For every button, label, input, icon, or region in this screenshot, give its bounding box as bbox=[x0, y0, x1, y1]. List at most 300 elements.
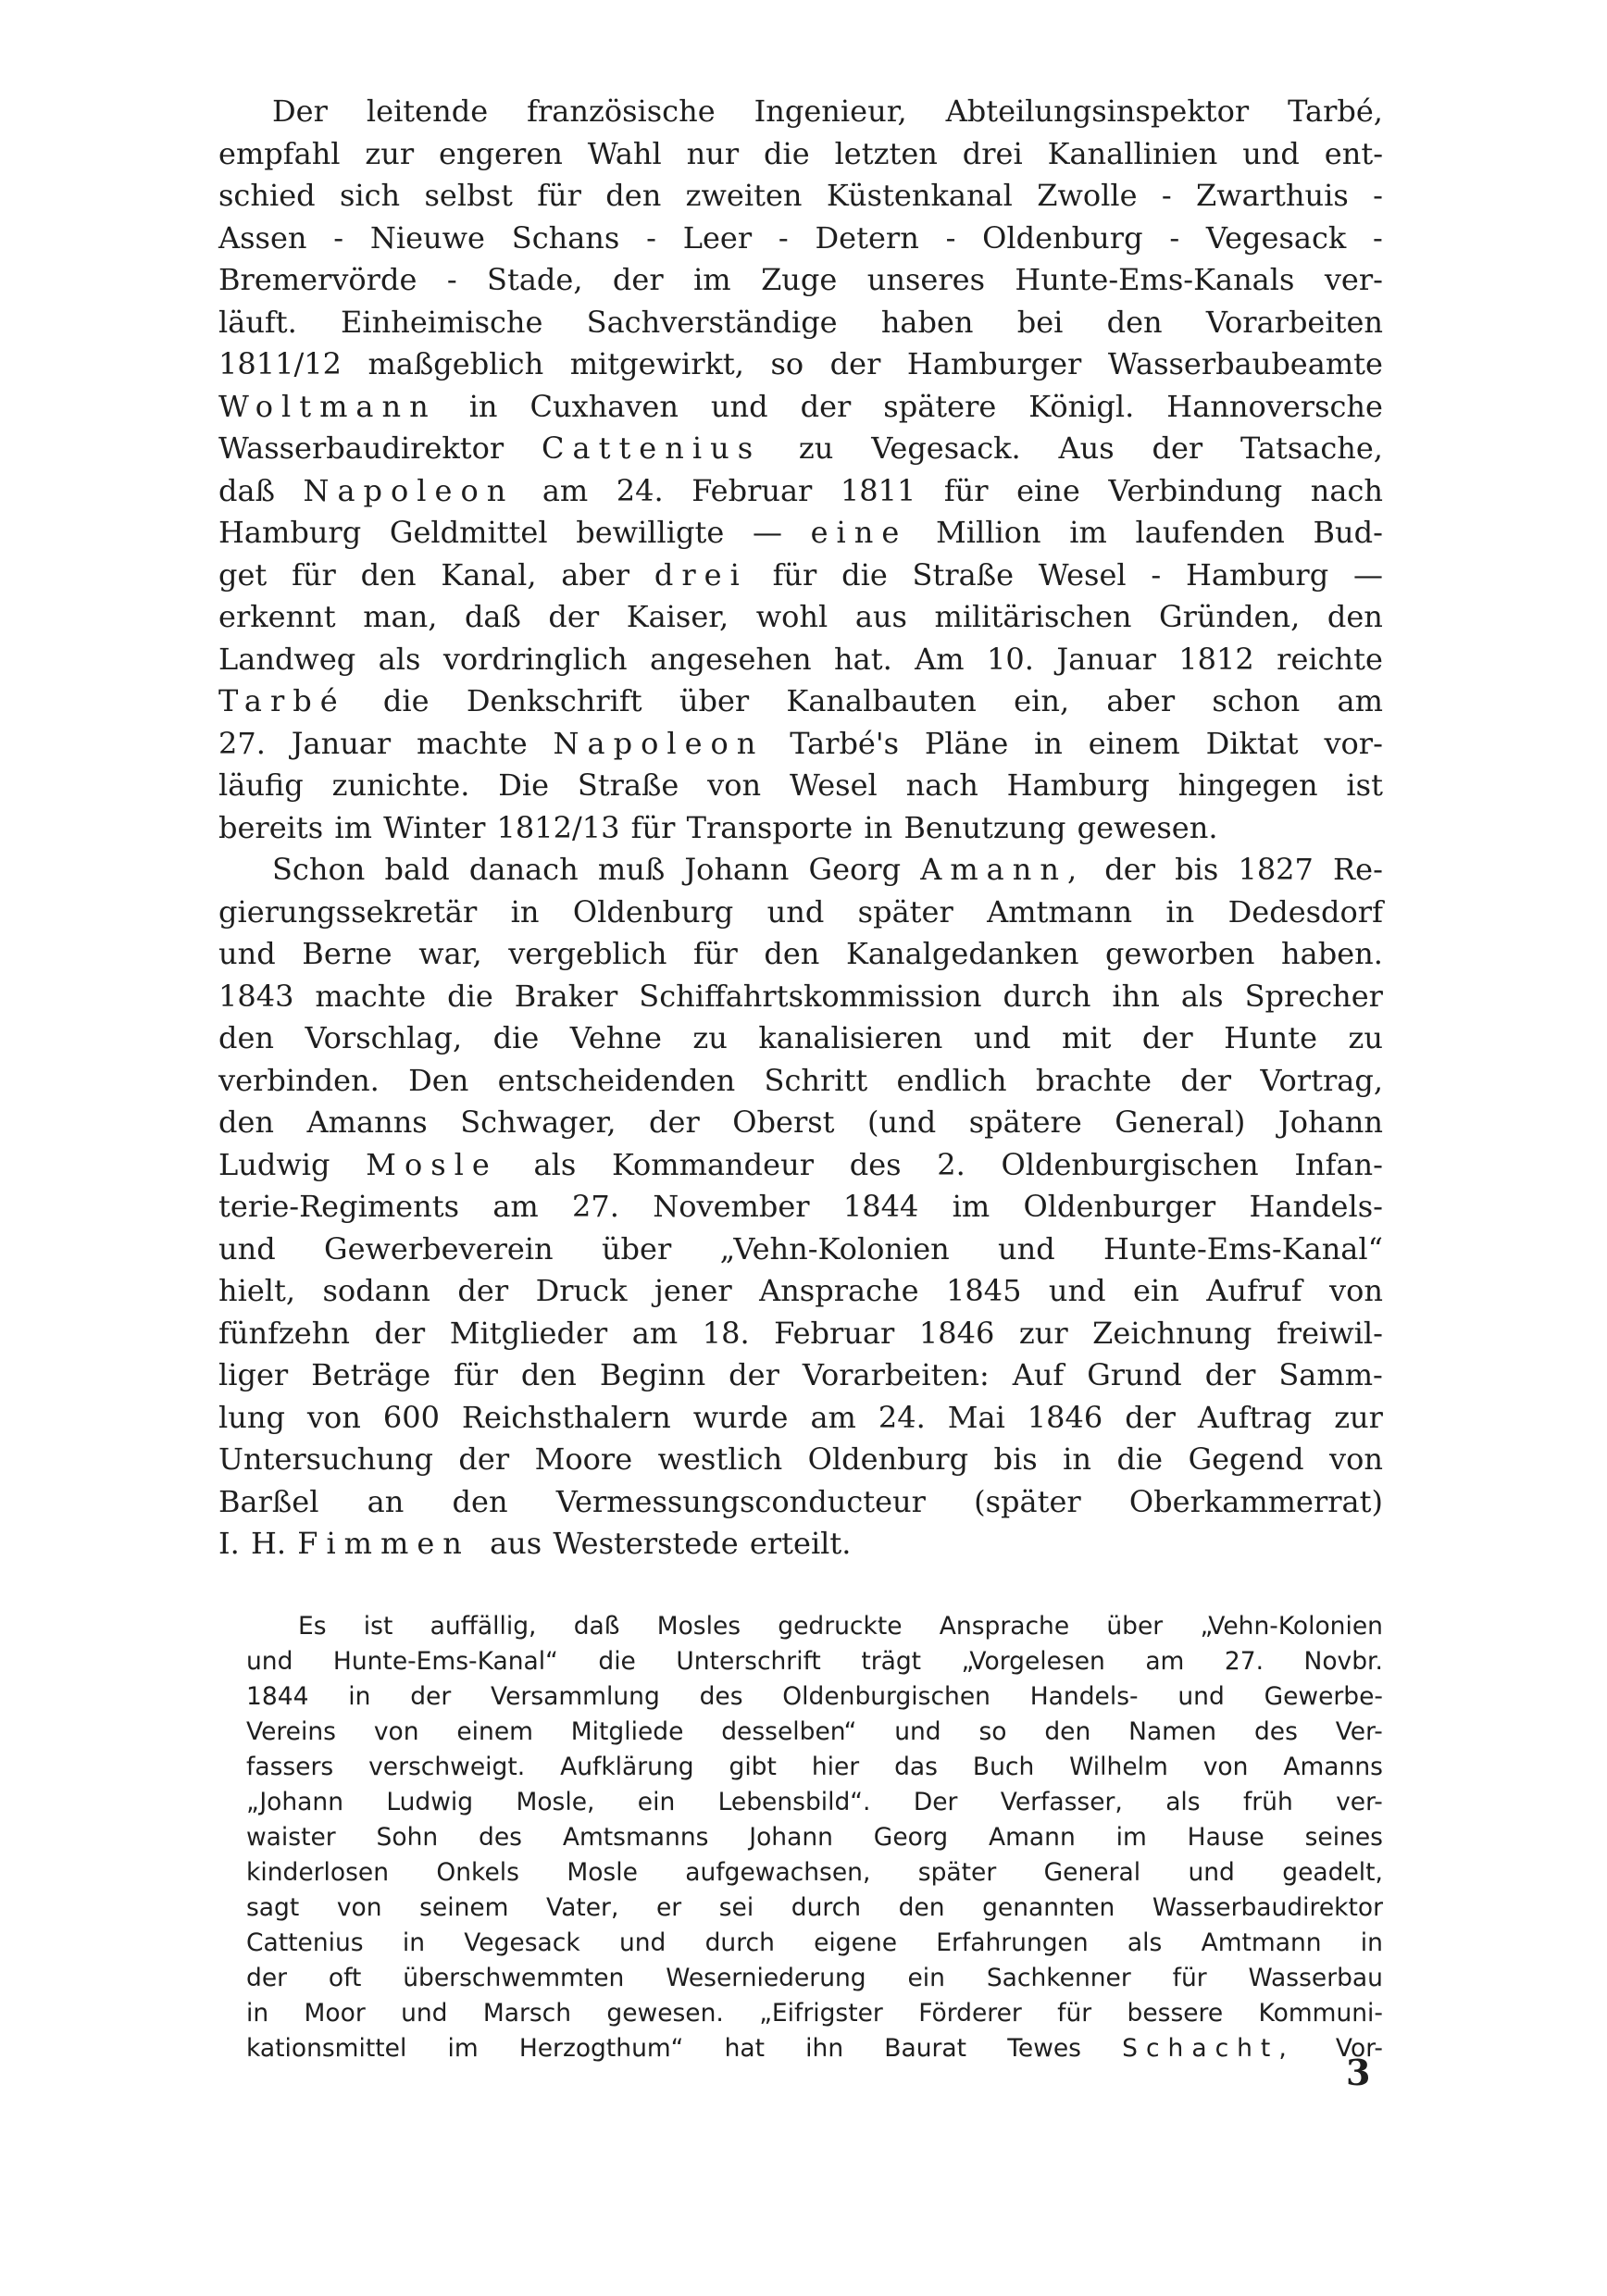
word: Baurat bbox=[884, 2034, 967, 2063]
text-line bbox=[218, 386, 1383, 429]
word: 600 bbox=[382, 1399, 440, 1435]
text-line bbox=[218, 596, 1383, 639]
word: über bbox=[679, 683, 750, 718]
word: ein bbox=[1133, 1273, 1179, 1308]
word: machte bbox=[416, 725, 528, 761]
word: der bbox=[410, 1682, 452, 1711]
word: französische bbox=[527, 94, 716, 129]
word: Amtmann bbox=[987, 893, 1133, 930]
word: „Johann bbox=[246, 1788, 343, 1816]
word: der bbox=[548, 599, 600, 634]
word: Am bbox=[915, 641, 965, 677]
word: und bbox=[1242, 135, 1300, 171]
word: der bbox=[800, 388, 852, 424]
word: die bbox=[1116, 1441, 1164, 1477]
text-line bbox=[218, 849, 1383, 892]
word: für bbox=[772, 556, 817, 593]
word: Der bbox=[272, 94, 328, 129]
word: Hunte-Ems-Kanal“ bbox=[1103, 1230, 1383, 1267]
word: am bbox=[492, 1189, 539, 1224]
word: 1812 bbox=[1178, 641, 1254, 677]
note-line bbox=[246, 1785, 1383, 1820]
word: Gegend bbox=[1188, 1441, 1304, 1477]
word: durch bbox=[704, 1928, 775, 1957]
word: Auf bbox=[1012, 1357, 1065, 1392]
word: Gewerbe- bbox=[1264, 1682, 1383, 1711]
text-line bbox=[218, 639, 1383, 681]
word: Mitglieder bbox=[449, 1315, 608, 1351]
word: am bbox=[542, 472, 589, 508]
text-line bbox=[218, 428, 1383, 470]
word: Million bbox=[936, 515, 1041, 550]
word: den bbox=[898, 1893, 945, 1922]
word: 1844 bbox=[246, 1682, 309, 1711]
word: Abteilungsinspektor bbox=[945, 94, 1250, 129]
word: Unterschrift bbox=[676, 1647, 821, 1676]
word: haben. bbox=[1281, 936, 1383, 971]
word: aus bbox=[854, 599, 907, 634]
word: Schon bbox=[272, 852, 366, 887]
word: den bbox=[605, 178, 662, 213]
word: Johann bbox=[1277, 1104, 1383, 1140]
text-line bbox=[218, 680, 1383, 723]
word: in bbox=[246, 1999, 269, 2028]
word: Dedesdorf bbox=[1227, 893, 1383, 930]
word: spätere bbox=[883, 388, 997, 424]
word: einem bbox=[1088, 725, 1180, 761]
word: eine bbox=[1016, 472, 1080, 508]
page-number: 3 bbox=[1346, 2052, 1371, 2093]
word: bereits bbox=[218, 809, 335, 845]
word: zur bbox=[1018, 1315, 1068, 1351]
text-line bbox=[218, 892, 1383, 934]
word: Auftrag bbox=[1197, 1399, 1313, 1435]
word: der bbox=[1152, 430, 1203, 466]
word: in bbox=[864, 809, 904, 845]
word: Amanns bbox=[306, 1104, 428, 1140]
note-line bbox=[246, 1961, 1383, 1996]
word: 27. bbox=[218, 725, 266, 761]
word: Buch bbox=[972, 1753, 1035, 1781]
word: ver- bbox=[1324, 262, 1383, 297]
text-line bbox=[218, 1144, 1383, 1187]
word: der bbox=[1204, 1357, 1256, 1392]
word: im bbox=[1069, 515, 1107, 550]
word: Druck bbox=[535, 1273, 628, 1308]
word: bald bbox=[384, 852, 450, 887]
word: angesehen bbox=[649, 641, 812, 677]
note-line bbox=[246, 1855, 1383, 1890]
word: von bbox=[1329, 1441, 1383, 1477]
word: Schritt bbox=[764, 1062, 868, 1098]
word: für bbox=[537, 178, 581, 213]
word: H. bbox=[250, 1526, 298, 1561]
word: kationsmittel bbox=[246, 2034, 407, 2063]
word: Hamburg bbox=[218, 515, 362, 550]
word: der bbox=[829, 346, 881, 381]
word: haben bbox=[880, 304, 974, 340]
word: als bbox=[533, 1146, 577, 1182]
word: Zeichnung bbox=[1092, 1315, 1252, 1351]
word: Versammlung bbox=[491, 1682, 660, 1711]
word: ihn bbox=[1112, 978, 1160, 1014]
word: spätere bbox=[968, 1104, 1082, 1140]
word: den bbox=[1327, 599, 1383, 634]
text-line bbox=[218, 1439, 1383, 1481]
word: Zuge bbox=[761, 262, 838, 297]
word: war, bbox=[418, 936, 482, 971]
word: 27. bbox=[572, 1189, 619, 1224]
word: auffällig, bbox=[430, 1612, 537, 1641]
note-line bbox=[246, 1820, 1383, 1855]
word: Ansprache bbox=[759, 1273, 919, 1308]
word: und bbox=[246, 1647, 293, 1676]
word: nach bbox=[905, 767, 978, 803]
word: Tarbé's bbox=[790, 725, 900, 761]
word: Ludwig bbox=[218, 1146, 330, 1182]
word: für bbox=[693, 936, 738, 971]
word: Wasserbaubeamte bbox=[1107, 346, 1383, 381]
word: geadelt, bbox=[1282, 1858, 1383, 1887]
word: im bbox=[1115, 1823, 1147, 1852]
word: bewilligte bbox=[576, 515, 725, 550]
word: drei bbox=[962, 135, 1023, 171]
word: für bbox=[454, 1357, 498, 1392]
word: Erfahrungen bbox=[936, 1928, 1089, 1957]
word: verbinden. bbox=[218, 1062, 380, 1098]
word: terie-Regiments bbox=[218, 1189, 459, 1224]
word: Tarbé bbox=[218, 683, 346, 718]
word: im bbox=[447, 2034, 479, 2063]
word: mit bbox=[1062, 1020, 1112, 1055]
word: Moore bbox=[534, 1441, 633, 1477]
word: militärischen bbox=[934, 599, 1132, 634]
word: einem bbox=[456, 1717, 533, 1746]
word: Kommuni- bbox=[1258, 1999, 1383, 2028]
word: Der bbox=[913, 1788, 958, 1816]
word: Einheimische bbox=[341, 304, 543, 340]
word: den bbox=[520, 1357, 577, 1392]
word: und bbox=[710, 388, 768, 424]
word: Wahl bbox=[587, 135, 662, 171]
word: als bbox=[1165, 1788, 1201, 1816]
text-line bbox=[218, 1270, 1383, 1313]
word: der bbox=[457, 1273, 509, 1308]
word: — bbox=[1352, 556, 1383, 593]
note-line bbox=[246, 2031, 1383, 2066]
word: für bbox=[943, 472, 989, 508]
word: Oldenburgischen bbox=[1001, 1146, 1259, 1182]
word: am bbox=[1145, 1647, 1185, 1676]
word: er bbox=[655, 1893, 682, 1922]
text-line bbox=[218, 1060, 1383, 1103]
word: in bbox=[1034, 725, 1063, 761]
word: des bbox=[849, 1146, 902, 1182]
word: Januar bbox=[1056, 641, 1156, 677]
word: Ludwig bbox=[386, 1788, 474, 1816]
word: Vehne bbox=[569, 1020, 662, 1055]
word: und bbox=[618, 1928, 666, 1957]
word: Februar bbox=[691, 472, 813, 508]
text-line bbox=[218, 976, 1383, 1018]
word: Schwager, bbox=[460, 1104, 617, 1140]
word: desselben“ bbox=[721, 1717, 857, 1746]
word: daß bbox=[464, 599, 521, 634]
word: nach bbox=[1310, 472, 1383, 508]
word: in bbox=[1360, 1928, 1383, 1957]
word: und bbox=[1188, 1858, 1235, 1887]
note-line bbox=[246, 1750, 1383, 1785]
word: Wasserbau bbox=[1248, 1964, 1383, 1992]
word: Oberst bbox=[732, 1104, 835, 1140]
word: Georg bbox=[808, 852, 902, 887]
text-line bbox=[218, 1102, 1383, 1144]
word: (und bbox=[867, 1104, 937, 1140]
word: Hamburg bbox=[1006, 767, 1150, 803]
word: reichte bbox=[1277, 641, 1383, 677]
text-line bbox=[218, 343, 1383, 386]
word: Mosle, bbox=[516, 1788, 595, 1816]
word: lung bbox=[218, 1399, 285, 1435]
word: Vermessungsconducteur bbox=[555, 1483, 926, 1519]
word: Hamburg bbox=[1185, 556, 1329, 593]
word: Detern bbox=[815, 219, 919, 256]
word: Ingenieur, bbox=[754, 94, 907, 129]
word: Herzogthum“ bbox=[518, 2034, 684, 2063]
word: Lebensbild“. bbox=[717, 1788, 871, 1816]
word: wurde bbox=[692, 1399, 789, 1435]
word: Januar bbox=[291, 725, 392, 761]
word: Sachverständige bbox=[586, 304, 838, 340]
word: Handels- bbox=[1249, 1189, 1383, 1224]
word: Leer bbox=[682, 219, 753, 256]
word: „Eifrigster bbox=[759, 1999, 883, 2028]
main-text bbox=[218, 91, 1383, 1566]
word: endlich bbox=[896, 1062, 1007, 1098]
word: von bbox=[1202, 1753, 1249, 1781]
word: bis bbox=[993, 1441, 1038, 1477]
word: und bbox=[1177, 1682, 1225, 1711]
word: Sprecher bbox=[1244, 978, 1383, 1014]
word: ist bbox=[1346, 767, 1383, 803]
word: gedruckte bbox=[778, 1612, 903, 1641]
text-line bbox=[218, 512, 1383, 555]
word: hielt, bbox=[218, 1273, 296, 1308]
word: 1812/13 bbox=[496, 809, 631, 845]
word: im bbox=[334, 809, 384, 845]
word: erteilt. bbox=[749, 1526, 852, 1561]
word: Amtmann bbox=[1201, 1928, 1322, 1957]
word: den bbox=[218, 1104, 275, 1140]
word: als bbox=[1127, 1928, 1163, 1957]
word: waister bbox=[246, 1823, 336, 1852]
word: Pläne bbox=[924, 725, 1009, 761]
word: 27. bbox=[1224, 1647, 1264, 1676]
word: und bbox=[766, 893, 825, 930]
word: 1845 bbox=[946, 1273, 1022, 1308]
word: verschweigt. bbox=[368, 1753, 526, 1781]
word: den bbox=[1044, 1717, 1091, 1746]
word: bei bbox=[1016, 304, 1064, 340]
word: Es bbox=[298, 1612, 327, 1641]
word: 24. bbox=[616, 472, 664, 508]
word: maßgeblich bbox=[367, 346, 544, 381]
word: über bbox=[1106, 1612, 1164, 1641]
word: Wasserbaudirektor bbox=[218, 430, 505, 466]
word: vordringlich bbox=[442, 641, 628, 677]
word: - bbox=[945, 219, 956, 256]
word: empfahl bbox=[218, 135, 341, 171]
word: Schiffahrtskommission bbox=[639, 978, 982, 1014]
text-line bbox=[218, 175, 1383, 218]
note-line bbox=[246, 1926, 1383, 1961]
word: man, bbox=[363, 599, 438, 634]
word: Napoleon bbox=[303, 472, 515, 508]
note-line bbox=[246, 1644, 1383, 1679]
text-line bbox=[218, 1397, 1383, 1440]
note-line bbox=[246, 1890, 1383, 1926]
word: und bbox=[218, 1230, 276, 1267]
footnote bbox=[246, 1609, 1383, 2066]
word: Hunte-Ems-Kanals bbox=[1015, 262, 1295, 297]
word: Hunte bbox=[1224, 1020, 1317, 1055]
word: Marsch bbox=[482, 1999, 572, 2028]
word: 1846 bbox=[918, 1315, 995, 1351]
word: kanalisieren bbox=[758, 1020, 943, 1055]
word: später bbox=[917, 1858, 997, 1887]
word: Vorarbeiten bbox=[1205, 304, 1383, 340]
word: Amann bbox=[988, 1823, 1076, 1852]
word: hat bbox=[724, 2034, 766, 2063]
word: Mosles bbox=[656, 1612, 741, 1641]
word: Mai bbox=[947, 1399, 1005, 1435]
word: muß bbox=[597, 852, 666, 887]
word: Geldmittel bbox=[389, 515, 548, 550]
word: Samm- bbox=[1278, 1357, 1383, 1392]
word: die bbox=[764, 135, 810, 171]
word: das bbox=[894, 1753, 938, 1781]
word: zu bbox=[798, 430, 834, 466]
word: und bbox=[1048, 1273, 1106, 1308]
word: - bbox=[1169, 219, 1180, 256]
word: Tatsache, bbox=[1240, 430, 1383, 466]
word: Tarbé, bbox=[1288, 94, 1383, 129]
word: vor- bbox=[1324, 725, 1383, 761]
word: Oberkammerrat) bbox=[1128, 1483, 1383, 1519]
word: im bbox=[952, 1189, 990, 1224]
word: brachte bbox=[1035, 1062, 1152, 1098]
word: 2. bbox=[937, 1146, 965, 1182]
word: Johann bbox=[684, 852, 790, 887]
word: sodann bbox=[322, 1273, 430, 1308]
word: Oldenburg bbox=[572, 893, 734, 930]
word: in bbox=[468, 388, 498, 424]
word: Infan- bbox=[1294, 1146, 1383, 1182]
word: I. bbox=[218, 1526, 251, 1561]
text-line bbox=[218, 133, 1383, 176]
word: Amanns bbox=[1283, 1753, 1383, 1781]
word: Vorschlag, bbox=[305, 1020, 463, 1055]
word: Vegesack. bbox=[871, 430, 1021, 466]
note-line bbox=[246, 1609, 1383, 1644]
word: gibt bbox=[729, 1753, 777, 1781]
word: fassers bbox=[246, 1753, 334, 1781]
word: Stade, bbox=[487, 262, 583, 297]
word: Zwolle bbox=[1037, 178, 1138, 213]
word: Woltmann bbox=[218, 388, 437, 424]
word: Zwarthuis bbox=[1196, 178, 1349, 213]
word: und bbox=[894, 1717, 941, 1746]
word: - bbox=[1161, 178, 1172, 213]
word: zur bbox=[365, 135, 415, 171]
word: (später bbox=[974, 1483, 1081, 1519]
word: Handels- bbox=[1029, 1682, 1139, 1711]
word: aber bbox=[1106, 683, 1176, 718]
word: Vater, bbox=[546, 1893, 619, 1922]
word: Vor- bbox=[1335, 2034, 1383, 2063]
text-line bbox=[218, 218, 1383, 260]
word: Westerstede bbox=[553, 1526, 750, 1561]
word: Oldenburger bbox=[1023, 1189, 1216, 1224]
word: Winter bbox=[383, 809, 497, 845]
word: General) bbox=[1115, 1104, 1246, 1140]
word: leitende bbox=[366, 94, 489, 129]
word: und bbox=[401, 1999, 448, 2028]
word: - bbox=[1373, 178, 1383, 213]
word: Kanalbauten bbox=[786, 683, 977, 718]
word: Kommandeur bbox=[611, 1146, 814, 1182]
word: jener bbox=[654, 1273, 732, 1308]
word: der bbox=[246, 1964, 288, 1992]
word: im bbox=[693, 262, 731, 297]
word: Sohn bbox=[376, 1823, 439, 1852]
word: Napoleon bbox=[553, 725, 765, 761]
word: gewesen. bbox=[1077, 809, 1218, 845]
word: 1844 bbox=[842, 1189, 919, 1224]
word: eigene bbox=[814, 1928, 898, 1957]
word: bessere bbox=[1127, 1999, 1224, 2028]
word: am bbox=[631, 1315, 679, 1351]
word: Landweg bbox=[218, 641, 356, 677]
word: 18. bbox=[702, 1315, 750, 1351]
word: Kanallinien bbox=[1047, 135, 1218, 171]
word: Aufruf bbox=[1206, 1273, 1302, 1308]
word: Reichsthalern bbox=[461, 1399, 671, 1435]
word: die bbox=[492, 1020, 540, 1055]
word: des bbox=[1253, 1717, 1298, 1746]
word: ist bbox=[363, 1612, 393, 1641]
word: - bbox=[446, 262, 457, 297]
word: Weserniederung bbox=[666, 1964, 866, 1992]
word: Diktat bbox=[1205, 725, 1299, 761]
word: an bbox=[367, 1483, 405, 1519]
text-line bbox=[218, 302, 1383, 344]
word: Oldenburg bbox=[982, 219, 1143, 256]
word: - bbox=[778, 219, 789, 256]
word: Wasserbaudirektor bbox=[1152, 1893, 1383, 1922]
word: sagt bbox=[246, 1893, 300, 1922]
word: für bbox=[630, 809, 687, 845]
word: kinderlosen bbox=[246, 1858, 390, 1887]
word: für bbox=[1172, 1964, 1207, 1992]
word: zu bbox=[1348, 1020, 1383, 1055]
word: Gründen, bbox=[1159, 599, 1301, 634]
word: sei bbox=[718, 1893, 754, 1922]
word: Straße bbox=[577, 767, 679, 803]
word: machte bbox=[315, 978, 427, 1014]
word: Onkels bbox=[436, 1858, 519, 1887]
word: später bbox=[857, 893, 953, 930]
